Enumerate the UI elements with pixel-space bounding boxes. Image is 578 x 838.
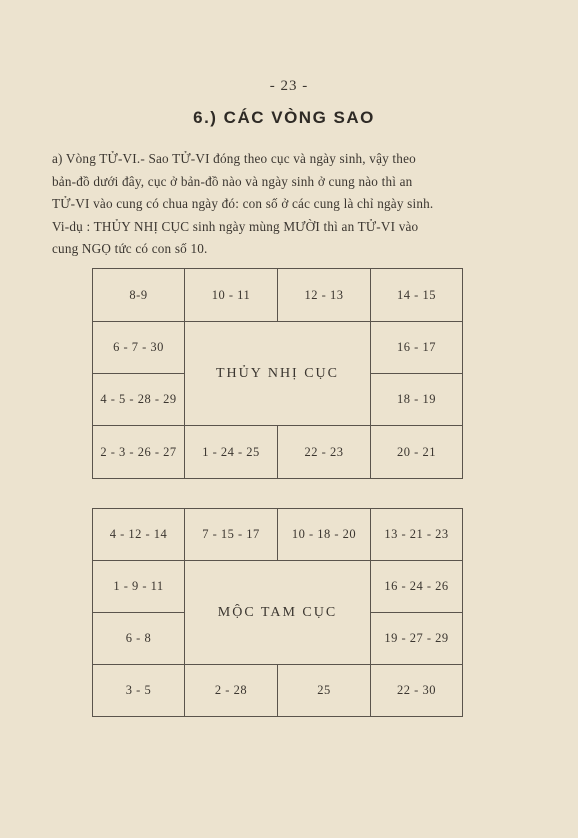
cell-dan: 2 - 3 - 26 - 27 bbox=[93, 426, 185, 479]
intro-line: cung NGỌ tức có con số 10. bbox=[52, 241, 208, 256]
cell-thin: 6 - 7 - 30 bbox=[93, 322, 185, 374]
cell-mui: 12 - 13 bbox=[278, 269, 371, 322]
cell-dau: 16 - 24 - 26 bbox=[371, 561, 463, 613]
cell-suu: 2 - 28 bbox=[185, 665, 278, 717]
cell-than: 14 - 15 bbox=[371, 269, 463, 322]
cell-ti: 22 - 23 bbox=[278, 426, 371, 479]
chart-label: THỦY NHỊ CỤC bbox=[185, 322, 371, 426]
page-number: - 23 - bbox=[269, 78, 309, 94]
section-title: 6.) CÁC VÒNG SAO bbox=[193, 108, 375, 127]
cell-hoi: 22 - 30 bbox=[371, 665, 463, 717]
cell-dan: 3 - 5 bbox=[93, 665, 185, 717]
cell-thin-2: 4 - 5 - 28 - 29 bbox=[93, 374, 185, 426]
cell-ti: 25 bbox=[278, 665, 371, 717]
cell-tuat: 19 - 27 - 29 bbox=[371, 613, 463, 665]
intro-line: Vi-dụ : THỦY NHỊ CỤC sinh ngày mùng MƯỜI thì an TỬ-VI vào bbox=[52, 218, 419, 234]
cell-ngo: 10 - 11 bbox=[185, 269, 278, 322]
chart-label: MỘC TAM CỤC bbox=[185, 561, 371, 665]
thuy-nhi-cuc-chart bbox=[92, 268, 463, 479]
cell-suu: 1 - 24 - 25 bbox=[185, 426, 278, 479]
cell-thin-2: 6 - 8 bbox=[93, 613, 185, 665]
cell-tuat: 18 - 19 bbox=[371, 374, 463, 426]
cell-ty: 4 - 12 - 14 bbox=[93, 509, 185, 561]
cell-ngo: 7 - 15 - 17 bbox=[185, 509, 278, 561]
cell-mui: 10 - 18 - 20 bbox=[278, 509, 371, 561]
cell-dau: 16 - 17 bbox=[371, 322, 463, 374]
cell-than: 13 - 21 - 23 bbox=[371, 509, 463, 561]
intro-line: bản-đồ dưới đây, cục ở bản-đồ nào và ngày sinh ở cung nào thì an bbox=[52, 173, 413, 189]
intro-line: TỬ-VI vào cung có chua ngày đó: con số ở các cung là chỉ ngày sinh. bbox=[52, 196, 434, 211]
moc-tam-cuc-chart bbox=[92, 508, 463, 717]
intro-paragraph bbox=[52, 148, 500, 261]
cell-ty: 8-9 bbox=[93, 269, 185, 322]
cell-hoi: 20 - 21 bbox=[371, 426, 463, 479]
intro-line: a) Vòng TỬ-VI.- Sao TỬ-VI đóng theo cục và ngày sinh, vậy theo bbox=[52, 151, 416, 166]
cell-thin: 1 - 9 - 11 bbox=[93, 561, 185, 613]
